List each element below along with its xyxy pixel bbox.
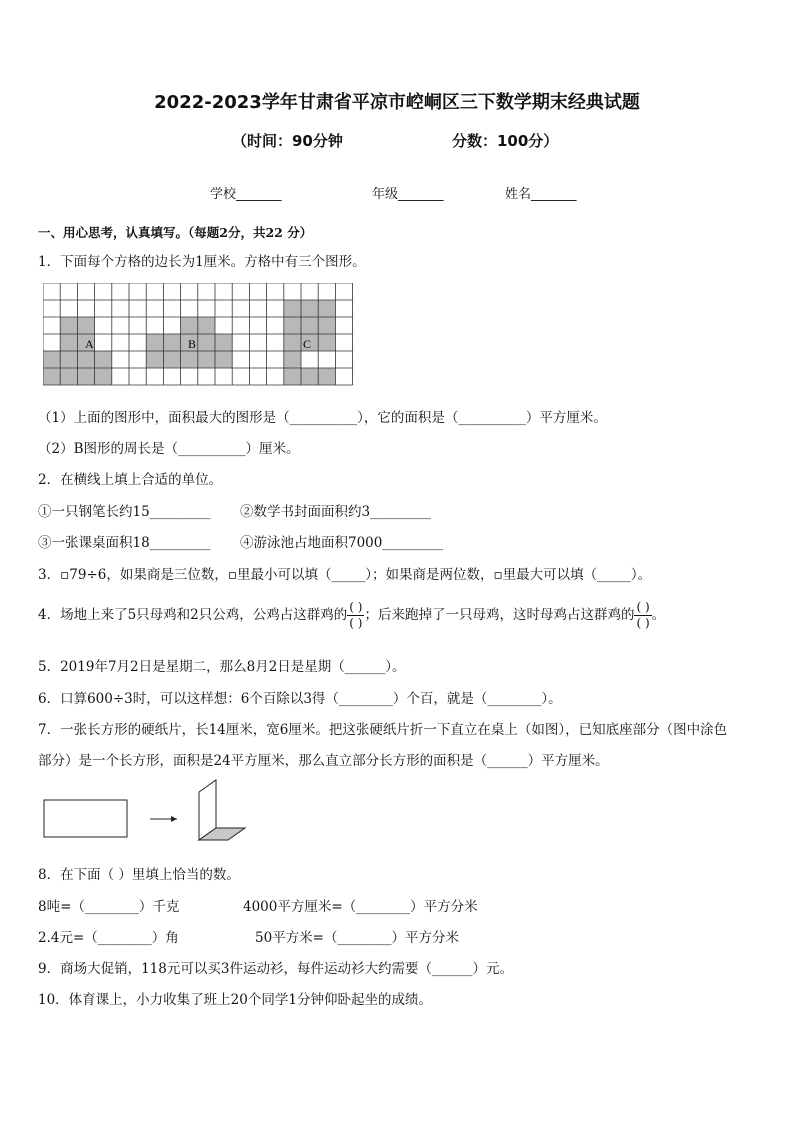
shaded-cell — [284, 334, 301, 351]
shaded-cell — [163, 351, 180, 368]
question-8-d: 50平方米=（________）平方分米 — [255, 930, 459, 946]
exam-time: （时间：90分钟 — [232, 132, 343, 150]
shaded-cell — [284, 317, 301, 334]
shaded-cell — [163, 334, 180, 351]
question-2-d: ④游泳池占地面积7000_________ — [240, 535, 444, 551]
shaded-cell — [318, 300, 335, 317]
question-2-a: ①一只钢笔长约15_________ — [38, 504, 211, 520]
question-1-part-1: （1）上面的图形中，面积最大的图形是（__________），它的面积是（__________）平方厘米。 — [38, 410, 607, 426]
arrow-head-icon — [171, 816, 177, 822]
question-7-line-2: 部分）是一个长方形，面积是24平方厘米，那么直立部分长方形的面积是（______）平方厘米。 — [38, 753, 609, 769]
shaded-cell — [95, 351, 112, 368]
section-heading: 一、用心思考，认真填写。（每题2分，共22 分） — [38, 225, 313, 240]
shaded-cell — [77, 317, 94, 334]
shaded-cell — [60, 368, 77, 385]
question-8-b: 4000平方厘米=（________）平方分米 — [243, 899, 478, 915]
question-1-part-2: （2）B图形的周长是（__________）厘米。 — [38, 441, 300, 457]
shaded-cell — [43, 351, 60, 368]
shaded-cell — [284, 351, 301, 368]
shaded-cell — [77, 351, 94, 368]
shaded-cell — [60, 317, 77, 334]
question-2: 2．在横线上填上合适的单位。 — [38, 472, 223, 488]
fraction-numerator: ( ) — [636, 600, 650, 614]
shaded-cell — [198, 317, 215, 334]
grade-field: 年级_______ — [372, 187, 444, 202]
shape-label-a: A — [85, 337, 94, 351]
shape-label-c: C — [303, 337, 312, 351]
shaded-cell — [146, 351, 163, 368]
question-9: 9．商场大促销，118元可以买3件运动衫，每件运动衫大约需要（______）元。 — [38, 961, 513, 977]
shaded-cell — [181, 317, 198, 334]
shaded-cell — [198, 351, 215, 368]
shaded-cell — [318, 334, 335, 351]
shaded-cell — [181, 351, 198, 368]
shaded-cell — [318, 368, 335, 385]
question-8-a: 8吨=（________）千克 — [38, 899, 180, 915]
name-field: 姓名_______ — [505, 187, 577, 202]
fraction-blank-1 — [347, 600, 364, 631]
question-4-text-c: 。 — [651, 607, 666, 623]
shaded-cell — [60, 334, 77, 351]
shaded-cell — [43, 368, 60, 385]
flat-card-rectangle — [44, 800, 127, 837]
shaded-cell — [60, 351, 77, 368]
shaded-cell — [215, 351, 232, 368]
question-4-text-a: 4．场地上来了5只母鸡和2只公鸡，公鸡占这群鸡的 — [38, 607, 348, 623]
question-5: 5．2019年7月2日是星期二，那么8月2日是星期（______）。 — [38, 659, 406, 675]
fraction-numerator: ( ) — [349, 600, 363, 614]
question-2-c: ③一张课桌面积18_________ — [38, 535, 211, 551]
question-1: 1．下面每个方格的边长为1厘米。方格中有三个图形。 — [38, 254, 366, 270]
fraction-denominator: ( ) — [349, 616, 363, 630]
page-title: 2022-2023学年甘肃省平凉市崆峒区三下数学期末经典试题 — [154, 92, 640, 113]
question-8: 8．在下面（ ）里填上恰当的数。 — [38, 867, 240, 883]
question-8-c: 2.4元=（________）角 — [38, 930, 179, 946]
question-4-text-b: ；后来跑掉了一只母鸡，这时母鸡占这群鸡的 — [364, 607, 635, 623]
shaded-cell — [301, 317, 318, 334]
shaded-cell — [318, 317, 335, 334]
question-4 — [38, 600, 665, 631]
square-grid-figure — [43, 283, 355, 387]
school-field: 学校_______ — [210, 187, 282, 202]
question-7-line-1: 7．一张长方形的硬纸片，长14厘米，宽6厘米。把这张硬纸片折一下直立在桌上（如图），已知底座部分（图中涂色 — [38, 722, 728, 738]
question-10: 10．体育课上，小力收集了班上20个同学1分钟仰卧起坐的成绩。 — [38, 992, 432, 1008]
shaded-cell — [215, 334, 232, 351]
shaded-cell — [284, 300, 301, 317]
fraction-blank-2 — [634, 600, 651, 631]
shaded-cell — [301, 300, 318, 317]
question-3: 3．▫79÷6，如果商是三位数，▫里最小可以填（_____）；如果商是两位数，▫里最大可以填（_____）。 — [38, 567, 652, 583]
shape-label-b: B — [188, 337, 197, 351]
shaded-cell — [284, 368, 301, 385]
folded-card-figure — [40, 778, 260, 848]
exam-score: 分数：100分） — [452, 132, 559, 150]
shaded-cell — [146, 334, 163, 351]
shaded-cell — [77, 368, 94, 385]
shaded-cell — [198, 334, 215, 351]
fraction-denominator: ( ) — [636, 616, 650, 630]
shaded-cell — [95, 368, 112, 385]
shaded-cell — [301, 368, 318, 385]
question-6: 6．口算600÷3时，可以这样想：6个百除以3得（________）个百，就是（________）。 — [38, 691, 562, 707]
question-2-b: ②数学书封面面积约3_________ — [240, 504, 431, 520]
